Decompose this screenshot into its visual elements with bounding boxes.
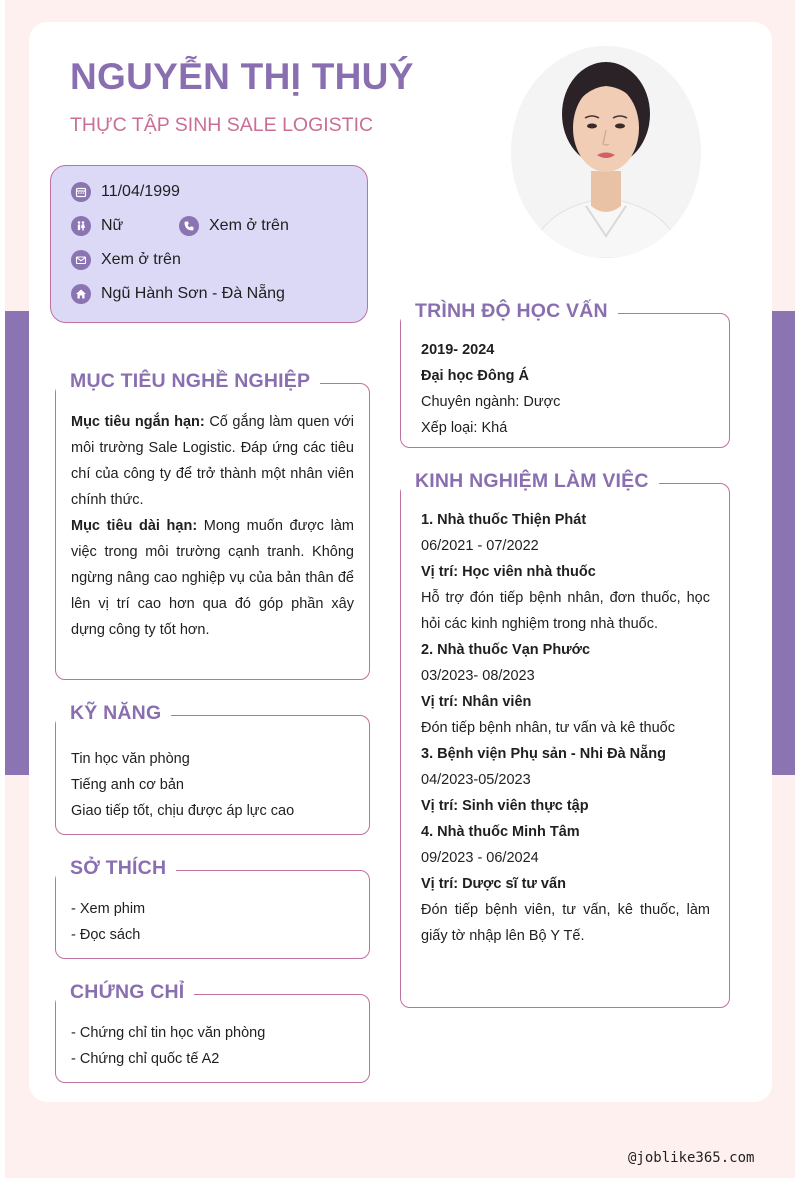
job-company: 2. Nhà thuốc Vạn Phước [421,642,591,658]
job-title: THỰC TẬP SINH SALE LOGISTIC [70,114,374,136]
experience-title: KINH NGHIỆM LÀM VIỆC [401,470,659,493]
profile-photo [511,46,701,258]
job-period: 04/2023-05/2023 [421,772,531,788]
education-title: TRÌNH ĐỘ HỌC VẤN [401,300,618,323]
objective-content [71,409,354,643]
job-position: Vị trí: Sinh viên thực tập [421,798,589,814]
long-term-label: Mục tiêu dài hạn: [71,518,198,534]
gender-icon [71,216,91,236]
job-position: Vị trí: Dược sĩ tư vấn [421,876,566,892]
email-icon [71,250,91,270]
education-content [421,337,721,441]
skills-list [71,746,361,824]
hobby-item: - Đọc sách [71,927,141,943]
skills-title: KỸ NĂNG [56,702,171,725]
email-row [71,250,181,270]
job-company: 3. Bệnh viện Phụ sản - Nhi Đà Nẵng [421,746,666,762]
short-term-text: Cố gắng làm quen với môi trường Sale Logistic. Đáp ứng các tiêu chí của công ty để trở thành một nhân viên chính thức. [71,414,355,508]
gender-value: Nữ [101,217,124,234]
watermark: @joblike365.com [628,1150,755,1166]
skill-item: Tin học văn phòng [71,751,190,767]
job-description: Hỗ trợ đón tiếp bệnh nhân, đơn thuốc, học hỏi các kinh nghiệm trong nhà thuốc. [421,590,710,632]
certificates-list [71,1020,361,1072]
job-description: Đón tiếp bệnh viên, tư vấn, kê thuốc, làm giấy tờ nhập lên Bộ Y Tế. [421,902,710,944]
certificate-item: - Chứng chỉ tin học văn phòng [71,1025,266,1041]
phone-row [179,216,289,236]
education-major: Chuyên ngành: Dược [421,394,561,410]
job-description: Đón tiếp bệnh nhân, tư vấn và kê thuốc [421,720,675,736]
education-period: 2019- 2024 [421,342,495,358]
email-value: Xem ở trên [101,251,181,268]
experience-content [421,507,710,949]
long-term-goal [71,513,354,643]
hobbies-title: SỞ THÍCH [56,857,176,880]
right-accent-band [772,311,795,775]
job-period: 03/2023- 08/2023 [421,668,535,684]
skill-item: Tiếng anh cơ bản [71,777,184,793]
left-accent-band [5,311,29,775]
job-position: Vị trí: Nhân viên [421,694,532,710]
job-position: Vị trí: Học viên nhà thuốc [421,564,596,580]
gender-row [71,216,123,236]
phone-icon [179,216,199,236]
hobbies-list [71,896,361,948]
hobby-item: - Xem phim [71,901,146,917]
address-value: Ngũ Hành Sơn - Đà Nẵng [101,285,285,302]
job-company: 4. Nhà thuốc Minh Tâm [421,824,580,840]
short-term-goal [71,409,354,513]
birthday-value: 11/04/1999 [101,183,180,200]
job-period: 06/2021 - 07/2022 [421,538,539,554]
job-period: 09/2023 - 06/2024 [421,850,539,866]
long-term-text: Mong muốn được làm việc trong môi trường cạnh tranh. Không ngừng nâng cao nghiệp vụ của bản thân để lên vị trí cao hơn qua đó góp phần xây dựng công ty tốt hơn. [71,518,355,638]
address-row [71,284,285,304]
school-name: Đại học Đông Á [421,368,529,384]
education-grade: Xếp loại: Khá [421,420,508,436]
certificates-title: CHỨNG CHỈ [56,981,194,1004]
home-icon [71,284,91,304]
birthday-row [71,182,180,202]
portrait-illustration [511,46,701,258]
calendar-icon [71,182,91,202]
job-company: 1. Nhà thuốc Thiện Phát [421,512,587,528]
certificate-item: - Chứng chỉ quốc tế A2 [71,1051,220,1067]
objective-title: MỤC TIÊU NGHỀ NGHIỆP [56,370,320,393]
candidate-name: NGUYỄN THỊ THUÝ [70,56,414,97]
short-term-label: Mục tiêu ngắn hạn: [71,414,205,430]
phone-value: Xem ở trên [209,217,289,234]
skill-item: Giao tiếp tốt, chịu được áp lực cao [71,803,295,819]
